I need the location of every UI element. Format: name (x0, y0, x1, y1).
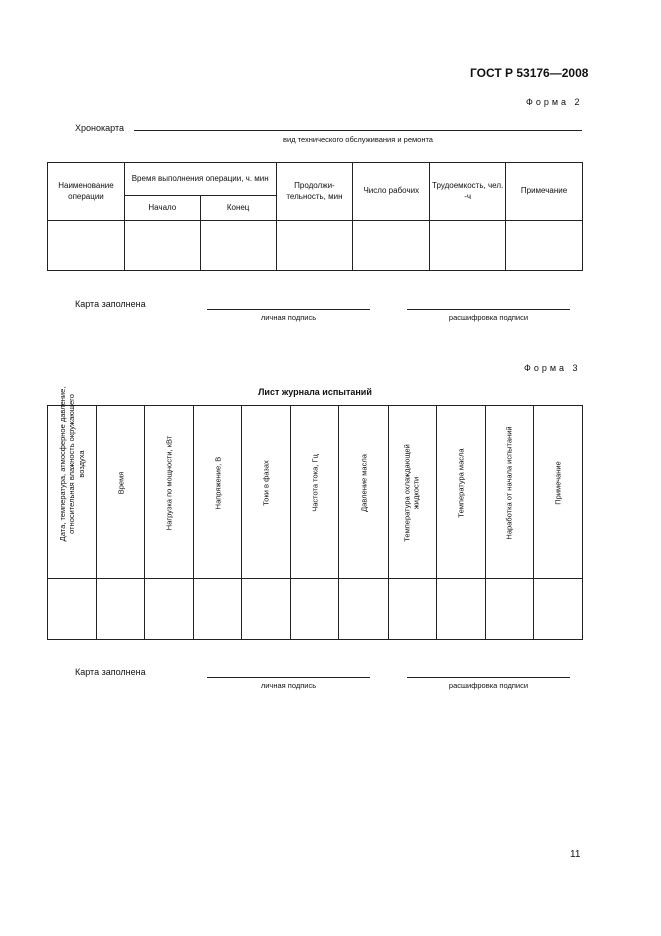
col-coolant-temp: Температура охлаждающей жидкости (388, 406, 436, 579)
operations-table (47, 162, 583, 271)
table-cell[interactable] (353, 221, 430, 271)
col-workers: Число рабочих (353, 163, 430, 221)
chronocard-label: Хронокарта (75, 123, 124, 133)
col-end: Конец (200, 196, 276, 221)
chronocard-caption: вид технического обслуживания и ремонта (283, 135, 433, 144)
signature-line[interactable] (207, 677, 370, 678)
table-cell[interactable] (506, 221, 583, 271)
test-log-title: Лист журнала испытаний (258, 387, 372, 397)
col-note: Примечание (533, 406, 582, 579)
signature-decode-line[interactable] (407, 309, 570, 310)
table-cell[interactable] (339, 579, 388, 640)
col-operation-time: Время выполнения операции, ч. мин (124, 163, 276, 196)
col-phase-currents: Токи в фазах (242, 406, 291, 579)
table-row (48, 221, 583, 271)
table-cell[interactable] (276, 221, 353, 271)
signature-decode-caption: расшифровка подписи (448, 681, 529, 690)
col-date-conditions: Дата, температура, атмосферное давление, относительная влажность окружающего воздуха (48, 406, 97, 579)
table-row (48, 579, 583, 640)
col-oil-temp: Температура масла (436, 406, 485, 579)
table-cell[interactable] (97, 579, 145, 640)
col-frequency: Частота тока, Гц (291, 406, 339, 579)
card-filled-label: Карта заполнена (75, 667, 146, 677)
table-cell[interactable] (485, 579, 533, 640)
standard-number: ГОСТ Р 53176—2008 (470, 66, 589, 80)
col-note: Примечание (506, 163, 583, 221)
signature-caption: личная подпись (260, 313, 317, 322)
table-cell[interactable] (242, 579, 291, 640)
signature-line[interactable] (207, 309, 370, 310)
page-number: 11 (570, 849, 581, 860)
col-operating-hours: Наработка от начала испытаний (485, 406, 533, 579)
col-labor: Трудоемкость, чел. -ч (430, 163, 506, 221)
table-cell[interactable] (48, 221, 125, 271)
col-start: Начало (124, 196, 200, 221)
col-oil-pressure: Давление масла (339, 406, 388, 579)
table-cell[interactable] (200, 221, 276, 271)
table-cell[interactable] (194, 579, 242, 640)
signature-decode-caption: расшифровка подписи (448, 313, 529, 322)
signature-caption: личная подпись (260, 681, 317, 690)
table-cell[interactable] (124, 221, 200, 271)
form-2-label: Форма 2 (526, 97, 583, 107)
col-voltage: Напряжение, В (194, 406, 242, 579)
table-cell[interactable] (430, 221, 506, 271)
col-duration: Продолжи-тельность, мин (276, 163, 353, 221)
col-power-load: Нагрузка по мощности, кВт (145, 406, 194, 579)
chronocard-input-line[interactable] (134, 130, 582, 131)
signature-decode-line[interactable] (407, 677, 570, 678)
table-cell[interactable] (291, 579, 339, 640)
table-cell[interactable] (48, 579, 97, 640)
table-cell[interactable] (436, 579, 485, 640)
form-3-label: Форма 3 (524, 363, 581, 373)
col-time: Время (97, 406, 145, 579)
table-cell[interactable] (145, 579, 194, 640)
table-cell[interactable] (533, 579, 582, 640)
col-operation-name: Наименование операции (48, 163, 125, 221)
card-filled-label: Карта заполнена (75, 299, 146, 309)
table-cell[interactable] (388, 579, 436, 640)
